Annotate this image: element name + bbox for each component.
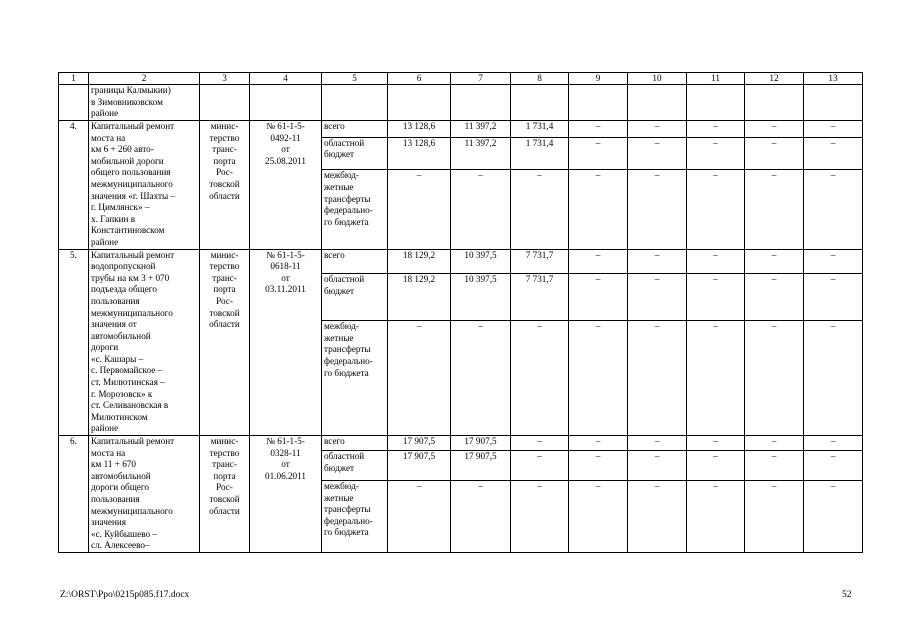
- column-number-cell: 11: [687, 73, 745, 85]
- object-name-line: км 11 + 670: [91, 459, 136, 470]
- document-line: № 61-1-5-: [266, 436, 305, 447]
- amount-cell: 10 397,5: [451, 249, 511, 274]
- funding-source-line: областной: [324, 137, 365, 148]
- amount-cell: –: [687, 170, 745, 249]
- amount-cell: –: [804, 321, 863, 436]
- object-name-line: межмуниципального: [91, 178, 173, 189]
- document-line: 01.06.2011: [264, 470, 306, 481]
- organization-line: минис-: [210, 121, 239, 131]
- object-name-line: районе: [91, 423, 119, 434]
- column-number-cell: 9: [569, 73, 628, 85]
- amount-cell: –: [451, 170, 511, 249]
- column-number-cell: 6: [388, 73, 451, 85]
- document-line: 25.08.2011: [264, 155, 306, 166]
- object-name-line: пользования: [91, 295, 140, 306]
- organization-line: терство: [209, 132, 240, 143]
- amount-cell: –: [745, 121, 804, 138]
- amount-cell: –: [804, 121, 863, 138]
- amount-cell: –: [388, 321, 451, 436]
- column-number-cell: 4: [250, 73, 322, 85]
- object-name-line: ст. Селивановская в: [91, 400, 169, 411]
- amount-cell: 17 907,5: [388, 451, 451, 481]
- empty-cell: [200, 85, 250, 121]
- funding-source-line: жетные: [324, 332, 354, 343]
- amount-cell: –: [511, 321, 569, 436]
- funding-source-line: областной: [324, 274, 365, 285]
- row-number-cell: 4.: [59, 121, 89, 250]
- table-body: [59, 73, 863, 553]
- organization-line: порта: [213, 155, 236, 166]
- column-number-cell: 13: [804, 73, 863, 85]
- amount-cell: –: [569, 170, 628, 249]
- amount-cell: –: [745, 451, 804, 481]
- funding-source-line: го бюджета: [324, 367, 369, 378]
- funding-source-line: бюджет: [324, 285, 355, 296]
- object-name-line: значения: [91, 517, 127, 528]
- object-name-cell: [89, 121, 200, 250]
- document-line: № 61-1-5-: [266, 121, 305, 131]
- amount-cell: –: [745, 274, 804, 321]
- funding-source-line: федерально-: [324, 515, 373, 526]
- funding-source-cell: [322, 137, 388, 169]
- empty-cell: [451, 85, 511, 121]
- amount-cell: –: [451, 321, 511, 436]
- object-name-line: с. Первомайское –: [91, 365, 163, 376]
- amount-cell: –: [687, 321, 745, 436]
- amount-cell: –: [745, 249, 804, 274]
- amount-cell: –: [388, 480, 451, 552]
- document-line: № 61-1-5-: [266, 249, 305, 260]
- object-name-line: межмуниципального: [91, 505, 173, 516]
- empty-cell: [250, 85, 322, 121]
- funding-source-cell: [322, 274, 388, 321]
- object-name-line: «с. Кашары –: [91, 353, 144, 364]
- row-number-cell: [59, 85, 89, 121]
- organization-line: Рос-: [216, 167, 233, 178]
- empty-cell: [569, 85, 628, 121]
- funding-source-cell: [322, 451, 388, 481]
- amount-cell: –: [745, 137, 804, 169]
- organization-cell: [200, 436, 250, 553]
- amount-cell: 11 397,2: [451, 121, 511, 138]
- document-line: от: [281, 272, 290, 283]
- table-row: [59, 436, 863, 451]
- amount-cell: –: [569, 274, 628, 321]
- amount-cell: –: [628, 121, 687, 138]
- object-name-line: значения от: [91, 319, 137, 330]
- row-number-cell: 6.: [59, 436, 89, 553]
- column-number-cell: 1: [59, 73, 89, 85]
- object-name-line: Милютинском: [91, 411, 148, 422]
- amount-cell: –: [628, 249, 687, 274]
- object-name-line: Капитальный ремонт: [91, 121, 175, 131]
- object-name-cell: [89, 85, 200, 121]
- amount-cell: –: [804, 170, 863, 249]
- header-row: [59, 73, 863, 85]
- document-line: 03.11.2011: [265, 284, 306, 295]
- amount-cell: –: [804, 436, 863, 451]
- funding-source-line: межбюд-: [324, 480, 359, 491]
- document-line: от: [281, 144, 290, 155]
- funding-source-cell: [322, 436, 388, 451]
- funding-source-line: всего: [324, 249, 345, 260]
- funding-source-cell: [322, 121, 388, 138]
- funding-source-cell: [322, 321, 388, 436]
- funding-source-line: бюджет: [324, 463, 355, 473]
- funding-source-cell: [322, 170, 388, 249]
- organization-line: Рос-: [216, 295, 233, 306]
- empty-cell: [628, 85, 687, 121]
- amount-cell: –: [687, 480, 745, 552]
- document-line: 0618-11: [270, 261, 301, 272]
- funding-source-line: федерально-: [324, 205, 373, 216]
- object-name-line: значения «г. Шахты –: [91, 190, 176, 201]
- object-name-line: общего пользования: [91, 167, 171, 178]
- amount-cell: –: [804, 274, 863, 321]
- amount-cell: –: [687, 249, 745, 274]
- empty-cell: [745, 85, 804, 121]
- object-name-line: межмуниципального: [91, 307, 173, 318]
- organization-line: товской: [209, 178, 240, 189]
- amount-cell: –: [745, 436, 804, 451]
- object-name-line: районе: [91, 108, 119, 119]
- amount-cell: 17 907,5: [451, 451, 511, 481]
- object-name-line: ст. Милютинская –: [91, 377, 165, 388]
- funding-source-line: всего: [324, 121, 345, 131]
- amount-cell: –: [687, 121, 745, 138]
- funding-source-line: го бюджета: [324, 527, 369, 538]
- object-name-cell: [89, 249, 200, 436]
- object-name-line: моста на: [91, 132, 126, 143]
- empty-cell: [322, 85, 388, 121]
- document-line: от: [281, 459, 290, 470]
- row-number-cell: 5.: [59, 249, 89, 436]
- amount-cell: –: [511, 480, 569, 552]
- document-cell: [250, 436, 322, 553]
- amount-cell: 17 907,5: [451, 436, 511, 451]
- amount-cell: 7 731,7: [511, 249, 569, 274]
- funding-source-line: всего: [324, 436, 345, 447]
- amount-cell: –: [745, 170, 804, 249]
- amount-cell: –: [511, 451, 569, 481]
- funding-source-line: межбюд-: [324, 170, 359, 181]
- amount-cell: –: [745, 321, 804, 436]
- object-name-line: трубы на км 3 + 070: [91, 272, 170, 283]
- amount-cell: –: [511, 436, 569, 451]
- amount-cell: –: [804, 249, 863, 274]
- funding-source-line: трансферты: [324, 504, 371, 515]
- object-name-cell: [89, 436, 200, 553]
- column-number-cell: 10: [628, 73, 687, 85]
- object-name-line: дороги: [91, 342, 119, 353]
- funding-source-line: межбюд-: [324, 321, 359, 332]
- object-name-line: г. Цимлянск» –: [91, 202, 150, 213]
- amount-cell: 17 907,5: [388, 436, 451, 451]
- organization-line: терство: [209, 447, 240, 458]
- organization-line: Рос-: [216, 482, 233, 493]
- budget-table: [58, 72, 863, 553]
- table-row: [59, 121, 863, 138]
- organization-cell: [200, 249, 250, 436]
- document-cell: [250, 249, 322, 436]
- amount-cell: –: [804, 451, 863, 481]
- object-name-line: х. Гапкин в: [91, 213, 136, 224]
- amount-cell: 13 128,6: [388, 137, 451, 169]
- object-name-line: сл. Алексеево–: [91, 540, 150, 551]
- amount-cell: –: [687, 274, 745, 321]
- amount-cell: –: [804, 480, 863, 552]
- amount-cell: –: [388, 170, 451, 249]
- organization-line: области: [209, 190, 240, 201]
- amount-cell: –: [569, 137, 628, 169]
- funding-source-line: трансферты: [324, 344, 371, 355]
- column-number-cell: 2: [89, 73, 200, 85]
- amount-cell: –: [628, 170, 687, 249]
- amount-cell: –: [628, 451, 687, 481]
- amount-cell: 18 129,2: [388, 274, 451, 321]
- object-name-line: мобильной дороги: [91, 155, 164, 166]
- object-name-line: моста на: [91, 447, 126, 458]
- amount-cell: 13 128,6: [388, 121, 451, 138]
- amount-cell: –: [804, 137, 863, 169]
- object-name-line: границы Калмыкии): [91, 85, 171, 95]
- funding-source-line: федерально-: [324, 355, 373, 366]
- organization-line: транс-: [212, 272, 237, 283]
- object-name-line: подъезда общего: [91, 284, 157, 295]
- funding-source-line: бюджет: [324, 149, 355, 160]
- funding-source-line: областной: [324, 451, 365, 462]
- object-name-line: г. Морозовск» к: [91, 388, 153, 399]
- amount-cell: –: [451, 480, 511, 552]
- document-line: 0328-11: [270, 447, 301, 458]
- empty-cell: [804, 85, 863, 121]
- column-number-cell: 3: [200, 73, 250, 85]
- organization-line: области: [209, 505, 240, 516]
- amount-cell: –: [569, 451, 628, 481]
- amount-cell: –: [511, 170, 569, 249]
- amount-cell: –: [569, 321, 628, 436]
- amount-cell: –: [569, 436, 628, 451]
- empty-cell: [388, 85, 451, 121]
- file-path: Z:\ORST\Ppo\0215p085.f17.docx: [60, 590, 190, 600]
- table-row: [59, 249, 863, 274]
- column-number-cell: 8: [511, 73, 569, 85]
- amount-cell: 11 397,2: [451, 137, 511, 169]
- funding-source-line: жетные: [324, 492, 354, 503]
- organization-line: минис-: [210, 436, 239, 447]
- object-name-line: Константиновском: [91, 225, 165, 236]
- amount-cell: –: [628, 137, 687, 169]
- funding-source-line: трансферты: [324, 193, 371, 204]
- document-cell: [250, 121, 322, 250]
- organization-line: транс-: [212, 459, 237, 470]
- amount-cell: –: [687, 436, 745, 451]
- organization-cell: [200, 121, 250, 250]
- object-name-line: автомобильной: [91, 470, 151, 481]
- amount-cell: –: [628, 274, 687, 321]
- organization-line: порта: [213, 284, 236, 295]
- organization-line: товской: [209, 307, 240, 318]
- funding-source-cell: [322, 249, 388, 274]
- funding-source-line: жетные: [324, 181, 354, 192]
- amount-cell: 10 397,5: [451, 274, 511, 321]
- organization-line: порта: [213, 470, 236, 481]
- column-number-cell: 5: [322, 73, 388, 85]
- amount-cell: –: [569, 249, 628, 274]
- object-name-line: районе: [91, 236, 119, 247]
- object-name-line: «с. Куйбышево –: [91, 528, 157, 539]
- amount-cell: 7 731,7: [511, 274, 569, 321]
- document-line: 0492-11: [270, 132, 301, 143]
- object-name-line: пользования: [91, 494, 140, 504]
- column-number-cell: 7: [451, 73, 511, 85]
- object-name-line: в Зимовниковском: [91, 96, 163, 107]
- organization-line: транс-: [212, 144, 237, 155]
- organization-line: минис-: [210, 249, 239, 260]
- amount-cell: –: [569, 480, 628, 552]
- object-name-line: км 6 + 260 авто-: [91, 144, 154, 155]
- empty-cell: [511, 85, 569, 121]
- amount-cell: –: [687, 137, 745, 169]
- organization-line: терство: [209, 261, 240, 272]
- column-number-cell: 12: [745, 73, 804, 85]
- empty-cell: [687, 85, 745, 121]
- amount-cell: –: [628, 436, 687, 451]
- amount-cell: –: [687, 451, 745, 481]
- object-name-line: водопропускной: [91, 261, 156, 272]
- amount-cell: –: [569, 121, 628, 138]
- funding-source-cell: [322, 480, 388, 552]
- funding-source-line: го бюджета: [324, 216, 369, 227]
- amount-cell: 18 129,2: [388, 249, 451, 274]
- continuation-row: [59, 85, 863, 121]
- object-name-line: Капитальный ремонт: [91, 436, 175, 447]
- object-name-line: дороги общего: [91, 482, 149, 493]
- object-name-line: автомобильной: [91, 330, 151, 341]
- organization-line: товской: [209, 494, 240, 504]
- amount-cell: –: [628, 480, 687, 552]
- page-number: 52: [842, 590, 852, 600]
- amount-cell: –: [745, 480, 804, 552]
- organization-line: области: [209, 319, 240, 330]
- object-name-line: Капитальный ремонт: [91, 249, 175, 260]
- amount-cell: 1 731,4: [511, 137, 569, 169]
- amount-cell: 1 731,4: [511, 121, 569, 138]
- amount-cell: –: [628, 321, 687, 436]
